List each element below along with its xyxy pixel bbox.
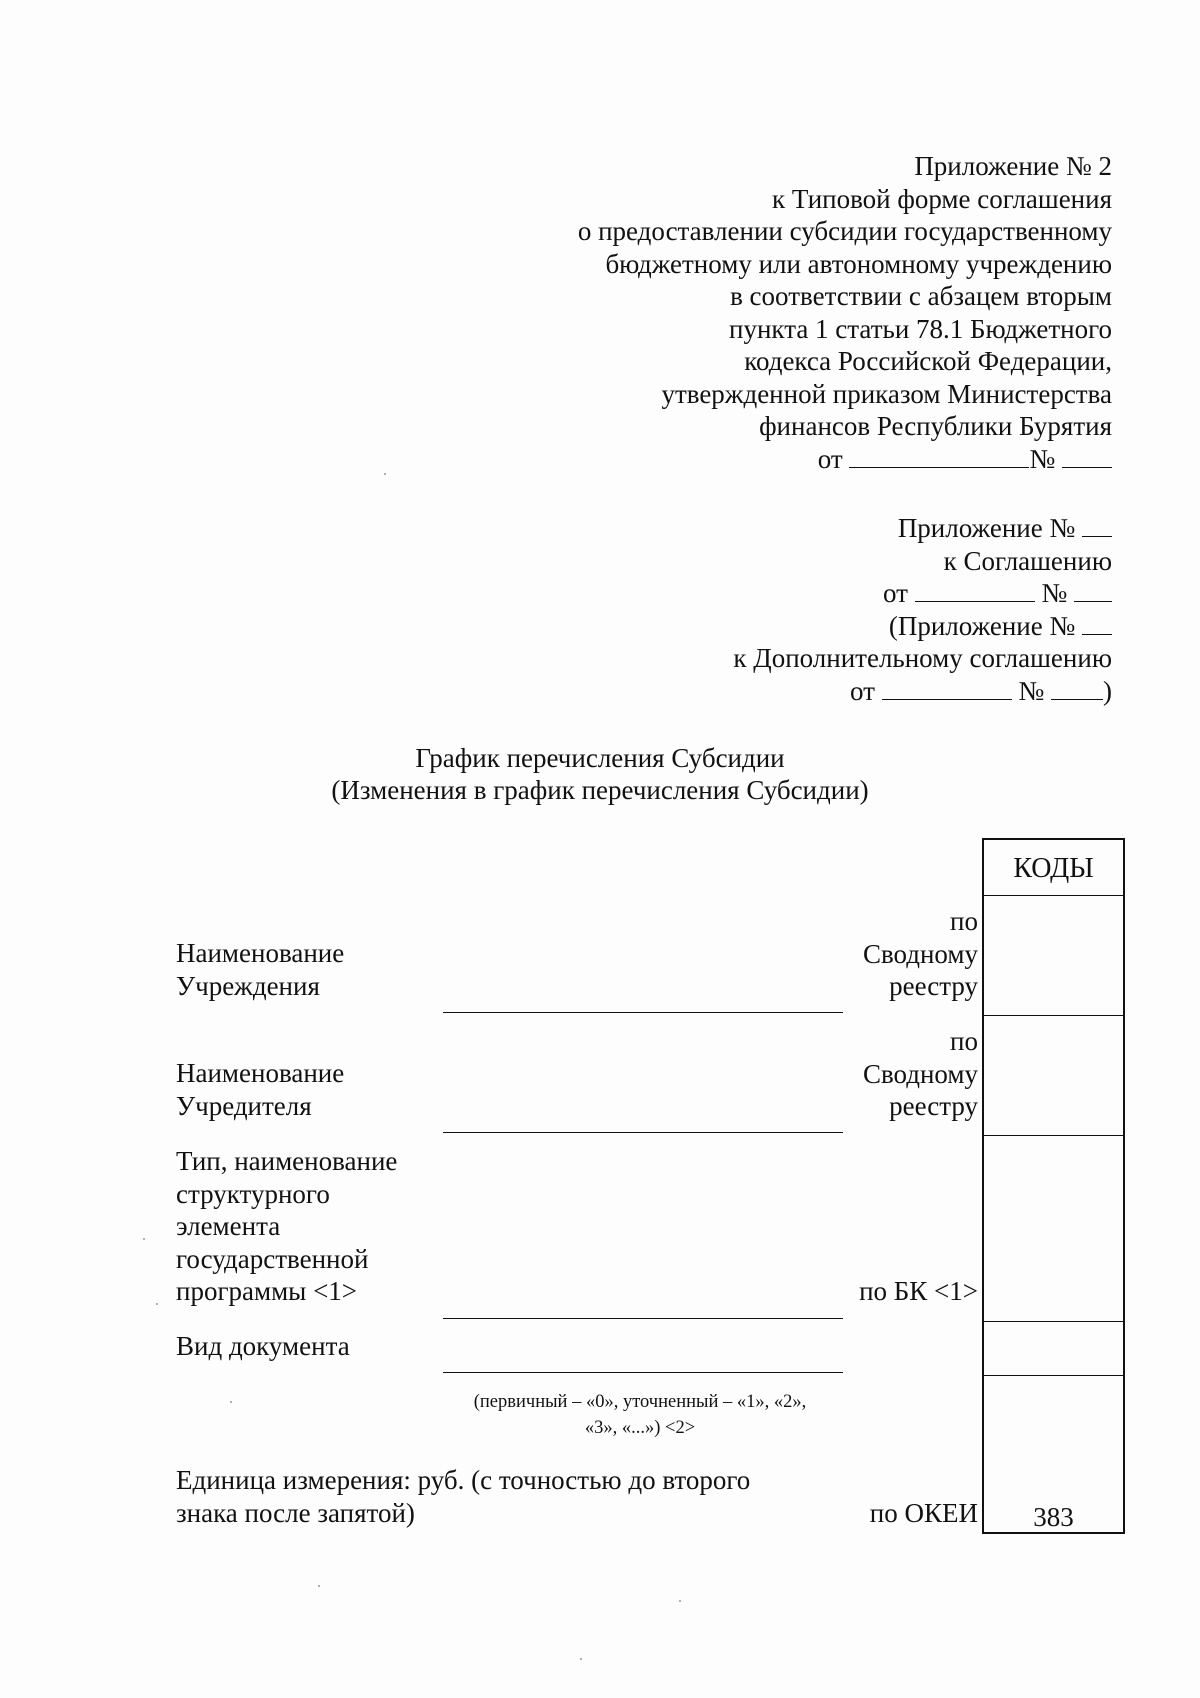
scan-speck — [679, 1600, 681, 1602]
founder-label-line2: Учредителя — [176, 1090, 312, 1121]
appendix-header-line: утвержденной приказом Министерства — [661, 378, 1112, 409]
from-label: от — [883, 578, 908, 608]
program-label-line5: программы <1> — [176, 1276, 358, 1306]
appendix-header-line: финансов Республики Бурятия — [759, 411, 1112, 441]
appendix-header-line: пункта 1 статьи 78.1 Бюджетного — [729, 313, 1112, 344]
agreement-appendix-title: Приложение № — [897, 513, 1076, 543]
doc-type-note — [440, 1389, 840, 1441]
registry-label-line1: по — [950, 1026, 978, 1056]
institution-registry-label — [863, 905, 978, 1003]
unit-label-line1: Единица измерения: руб. (с точностью до второго — [176, 1465, 751, 1495]
agreement-number-blank[interactable] — [1074, 577, 1112, 602]
closing-paren: ) — [1103, 675, 1112, 706]
document-title-line1: График перечисления Субсидии — [415, 743, 785, 773]
doc-type-note-line2: «3», «...») <2> — [584, 1418, 696, 1438]
doc-type-note-line1: (первичный – «0», уточненный – «1», «2», — [473, 1392, 807, 1412]
scan-speck — [318, 1585, 320, 1587]
additional-date-blank[interactable] — [882, 675, 1012, 700]
document-title-line2: (Изменения в график перечисления Субсидии) — [331, 775, 869, 805]
order-date-number-line — [578, 443, 1112, 476]
program-code-cell[interactable] — [984, 1135, 1123, 1321]
agreement-appendix-title-line — [733, 512, 1112, 545]
program-label-line1: Тип, наименование — [176, 1146, 398, 1176]
registry-label-line1: по — [950, 906, 978, 936]
appendix-number-blank[interactable] — [1082, 512, 1112, 537]
to-agreement-label: к Соглашению — [943, 545, 1112, 576]
number-label: № — [1041, 578, 1068, 608]
appendix-header — [578, 150, 1112, 475]
additional-appendix-title-line — [733, 610, 1112, 643]
okei-code-cell — [984, 1375, 1123, 1532]
scan-speck — [384, 473, 386, 475]
founder-name-field[interactable] — [443, 1132, 843, 1133]
program-name-field[interactable] — [443, 1318, 843, 1319]
program-label-line2: структурного — [176, 1178, 330, 1209]
registry-label-line3: реестру — [889, 971, 978, 1001]
registry-label-line3: реестру — [889, 1091, 978, 1121]
codes-table — [982, 838, 1125, 1534]
agreement-date-number-line — [733, 577, 1112, 610]
doc-type-field[interactable] — [443, 1372, 843, 1373]
appendix-header-line: о предоставлении субсидии государственному — [577, 216, 1112, 246]
appendix-header-line: в соответствии с абзацем вторым — [730, 281, 1112, 311]
additional-date-number-line — [733, 675, 1112, 708]
doc-type-code-cell[interactable] — [984, 1321, 1123, 1375]
institution-label-line1: Наименование — [176, 938, 345, 968]
institution-label — [176, 937, 344, 1002]
number-label: № — [1029, 443, 1056, 474]
institution-name-field[interactable] — [443, 1012, 843, 1013]
scan-speck — [156, 1303, 158, 1305]
okei-code-value: 383 — [1033, 1502, 1074, 1532]
founder-label-line1: Наименование — [176, 1058, 345, 1088]
scan-speck — [143, 1238, 145, 1240]
additional-number-blank[interactable] — [1051, 675, 1103, 700]
doc-type-label: Вид документа — [176, 1331, 350, 1361]
document-title — [0, 742, 1200, 806]
order-number-blank[interactable] — [1062, 443, 1112, 468]
appendix-header-line: бюджетному или автономному учреждению — [605, 248, 1112, 279]
to-additional-agreement-label: к Дополнительному соглашению — [733, 643, 1112, 673]
appendix-header-line: к Типовой форме соглашения — [772, 183, 1112, 214]
program-label — [176, 1145, 397, 1308]
from-label: от — [817, 443, 843, 474]
additional-appendix-number-blank[interactable] — [1082, 610, 1112, 635]
scan-speck — [230, 1401, 232, 1403]
appendix-header-line: кодекса Российской Федерации, — [744, 346, 1112, 376]
founder-code-cell[interactable] — [984, 1015, 1123, 1135]
scan-speck — [580, 1658, 582, 1660]
founder-label — [176, 1057, 344, 1122]
number-label: № — [1018, 675, 1045, 706]
unit-label-line2: знака после запятой) — [176, 1497, 415, 1528]
program-label-line3: элемента — [176, 1211, 281, 1241]
additional-appendix-title: (Приложение № — [888, 610, 1076, 641]
founder-registry-label — [863, 1025, 978, 1123]
registry-label-line2: Сводному — [862, 938, 978, 969]
registry-label-line2: Сводному — [862, 1058, 978, 1089]
agreement-appendix-header — [733, 512, 1112, 707]
okei-label: по ОКЕИ — [869, 1498, 978, 1528]
institution-code-cell[interactable] — [984, 895, 1123, 1015]
unit-label — [176, 1464, 750, 1529]
appendix-header-line: Приложение № 2 — [914, 151, 1112, 181]
institution-label-line2: Учреждения — [176, 970, 320, 1001]
program-label-line4: государственной — [176, 1243, 369, 1274]
from-label: от — [850, 675, 875, 706]
codes-header: КОДЫ — [1013, 853, 1094, 884]
bk-label: по БК <1> — [859, 1276, 978, 1306]
order-date-blank[interactable] — [849, 443, 1029, 468]
agreement-date-blank[interactable] — [915, 577, 1035, 602]
